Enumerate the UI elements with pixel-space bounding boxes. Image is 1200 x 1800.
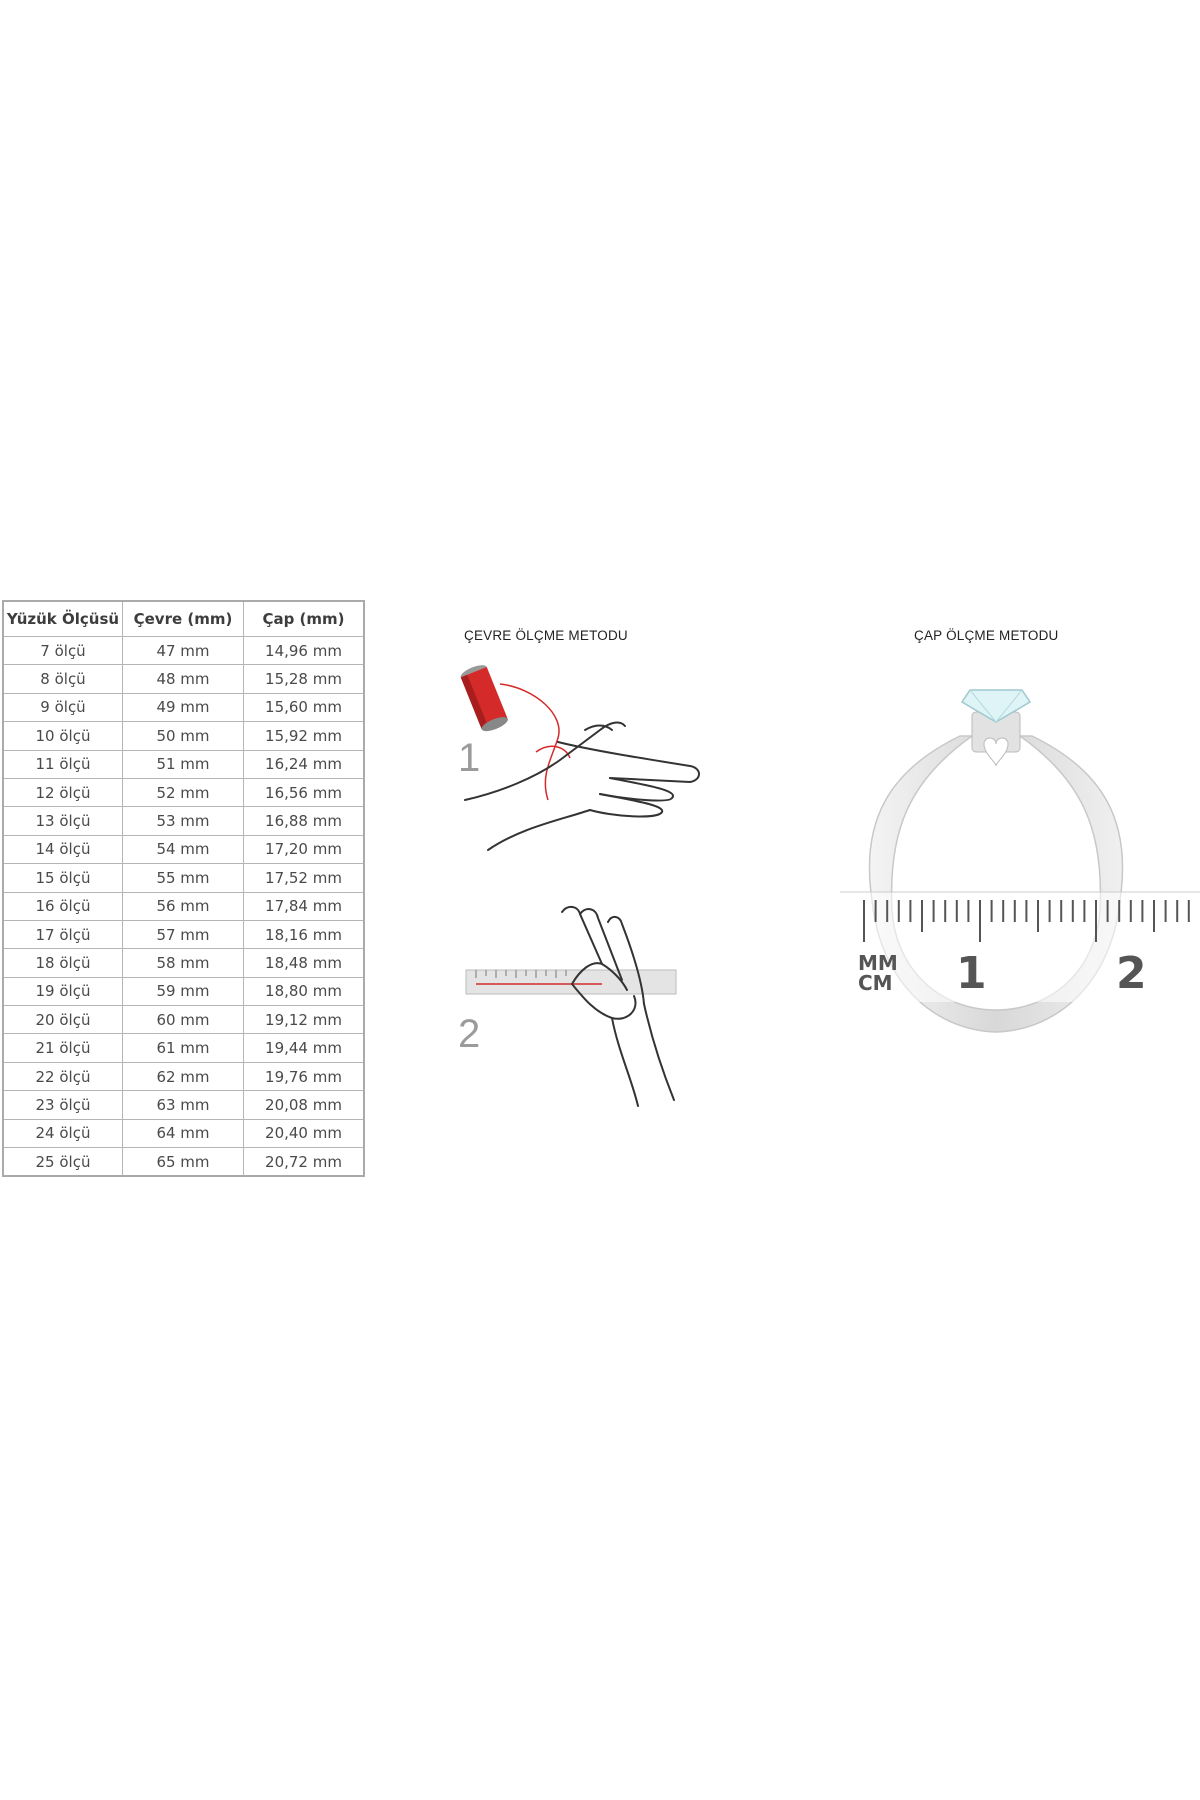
circumference-cell: 55 mm: [123, 864, 244, 892]
circumference-cell: 58 mm: [123, 949, 244, 977]
diameter-cell: 17,52 mm: [244, 864, 365, 892]
table-row: [3, 807, 364, 835]
table-row: [3, 920, 364, 948]
size-cell: 8 ölçü: [3, 665, 123, 693]
size-cell: 11 ölçü: [3, 750, 123, 778]
diameter-method-title: ÇAP ÖLÇME METODU: [914, 628, 1059, 643]
table-row: [3, 665, 364, 693]
size-cell: 15 ölçü: [3, 864, 123, 892]
table-row: [3, 1062, 364, 1090]
table-header-row: [3, 601, 364, 637]
size-cell: 16 ölçü: [3, 892, 123, 920]
diameter-cell: 17,84 mm: [244, 892, 365, 920]
diameter-cell: 16,24 mm: [244, 750, 365, 778]
circumference-cell: 63 mm: [123, 1091, 244, 1119]
step-2-number: 2: [458, 1012, 481, 1056]
thread-spool-icon: [459, 662, 510, 734]
column-header-size: Yüzük Ölçüsü: [3, 601, 123, 637]
ruler-mark-1: 1: [956, 948, 987, 999]
circumference-cell: 47 mm: [123, 637, 244, 665]
size-cell: 17 ölçü: [3, 920, 123, 948]
diameter-cell: 19,44 mm: [244, 1034, 365, 1062]
size-cell: 24 ölçü: [3, 1119, 123, 1147]
diameter-cell: 15,60 mm: [244, 693, 365, 721]
size-cell: 25 ölçü: [3, 1148, 123, 1177]
circumference-cell: 52 mm: [123, 778, 244, 806]
ruler-measure-hand-illustration: [462, 900, 702, 1110]
size-cell: 23 ölçü: [3, 1091, 123, 1119]
table-row: [3, 693, 364, 721]
size-cell: 9 ölçü: [3, 693, 123, 721]
ruler-unit-cm: CM: [858, 971, 893, 995]
circumference-cell: 51 mm: [123, 750, 244, 778]
diameter-cell: 19,76 mm: [244, 1062, 365, 1090]
table-row: [3, 892, 364, 920]
hand-drawing: [465, 723, 699, 850]
diameter-cell: 18,80 mm: [244, 977, 365, 1005]
size-cell: 12 ölçü: [3, 778, 123, 806]
circumference-cell: 60 mm: [123, 1006, 244, 1034]
circumference-cell: 64 mm: [123, 1119, 244, 1147]
table-row: [3, 750, 364, 778]
ruler-icon: [840, 892, 1200, 1002]
pinching-hand-drawing: [562, 907, 674, 1106]
red-thread: [500, 684, 559, 800]
table-row: [3, 835, 364, 863]
size-cell: 22 ölçü: [3, 1062, 123, 1090]
ruler-unit-mm: MM: [858, 951, 898, 975]
diameter-cell: 16,88 mm: [244, 807, 365, 835]
size-cell: 18 ölçü: [3, 949, 123, 977]
table-row: [3, 1006, 364, 1034]
ring-size-table: [2, 600, 365, 1177]
table-row: [3, 864, 364, 892]
table-row: [3, 722, 364, 750]
step-1-number: 1: [458, 736, 481, 780]
table-row: [3, 778, 364, 806]
table-body: [3, 637, 364, 1177]
circumference-cell: 50 mm: [123, 722, 244, 750]
circumference-method-title: ÇEVRE ÖLÇME METODU: [464, 628, 628, 643]
small-ruler-icon: [466, 970, 676, 994]
size-cell: 19 ölçü: [3, 977, 123, 1005]
diameter-cell: 16,56 mm: [244, 778, 365, 806]
circumference-cell: 56 mm: [123, 892, 244, 920]
table-row: [3, 977, 364, 1005]
diameter-cell: 14,96 mm: [244, 637, 365, 665]
circumference-cell: 65 mm: [123, 1148, 244, 1177]
diameter-cell: 20,40 mm: [244, 1119, 365, 1147]
size-cell: 13 ölçü: [3, 807, 123, 835]
diameter-cell: 20,72 mm: [244, 1148, 365, 1177]
size-cell: 21 ölçü: [3, 1034, 123, 1062]
diameter-cell: 18,16 mm: [244, 920, 365, 948]
circumference-cell: 62 mm: [123, 1062, 244, 1090]
circumference-cell: 48 mm: [123, 665, 244, 693]
diameter-cell: 17,20 mm: [244, 835, 365, 863]
circumference-cell: 49 mm: [123, 693, 244, 721]
table-row: [3, 949, 364, 977]
size-cell: 14 ölçü: [3, 835, 123, 863]
column-header-diameter: Çap (mm): [244, 601, 365, 637]
circumference-cell: 53 mm: [123, 807, 244, 835]
diameter-cell: 15,28 mm: [244, 665, 365, 693]
size-cell: 7 ölçü: [3, 637, 123, 665]
diameter-cell: 20,08 mm: [244, 1091, 365, 1119]
thread-wrap-hand-illustration: [440, 660, 710, 860]
circumference-cell: 57 mm: [123, 920, 244, 948]
circumference-cell: 61 mm: [123, 1034, 244, 1062]
size-cell: 20 ölçü: [3, 1006, 123, 1034]
size-cell: 10 ölçü: [3, 722, 123, 750]
table-row: [3, 1148, 364, 1177]
diameter-cell: 15,92 mm: [244, 722, 365, 750]
table-row: [3, 1091, 364, 1119]
table-row: [3, 1119, 364, 1147]
circumference-cell: 59 mm: [123, 977, 244, 1005]
circumference-cell: 54 mm: [123, 835, 244, 863]
ring-on-ruler-illustration: [800, 670, 1200, 1070]
table-row: [3, 1034, 364, 1062]
ruler-mark-2: 2: [1116, 948, 1147, 999]
column-header-circumference: Çevre (mm): [123, 601, 244, 637]
table-row: [3, 637, 364, 665]
diameter-cell: 18,48 mm: [244, 949, 365, 977]
diameter-cell: 19,12 mm: [244, 1006, 365, 1034]
